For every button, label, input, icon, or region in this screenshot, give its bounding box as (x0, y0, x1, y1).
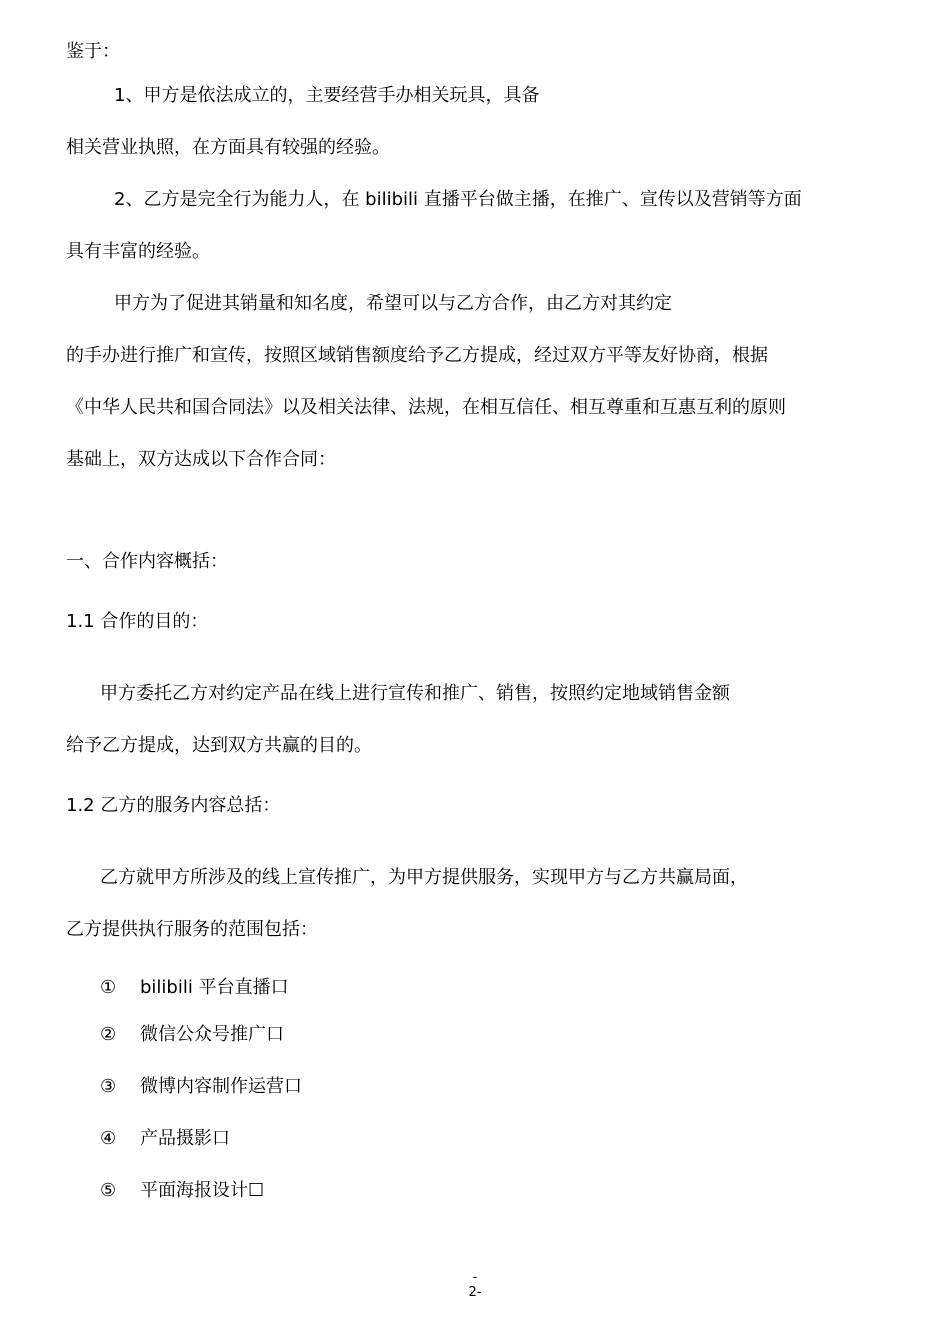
list-number: ② (100, 1024, 117, 1045)
intro-line-4: 基础上，双方达成以下合作合同： (66, 449, 336, 470)
clause-1-line-2: 相关营业执照，在方面具有较强的经验。 (66, 137, 390, 158)
intro-line-2: 的手办进行推广和宣传，按照区域销售额度给予乙方提成，经过双方平等友好协商，根据 (66, 345, 768, 366)
list-number: ⑤ (100, 1180, 117, 1201)
list-item (100, 1075, 302, 1099)
section-1-title: 一、合作内容概括： (66, 551, 228, 572)
list-number: ③ (100, 1076, 117, 1097)
intro-line-1: 甲方为了促进其销量和知名度，希望可以与乙方合作，由乙方对其约定 (114, 293, 672, 314)
section-1-2-title: 1.2 乙方的服务内容总括： (66, 795, 281, 816)
clause-2-line-1: 2、乙方是完全行为能力人，在 bilibili 直播平台做主播，在推广、宣传以及营销等方面 (114, 189, 802, 210)
list-text: 产品摄影口 (140, 1128, 230, 1149)
list-text: 平面海报设计☐ (140, 1180, 265, 1201)
section-1-2-line-1: 乙方就甲方所涉及的线上宣传推广，为甲方提供服务，实现甲方与乙方共赢局面， (100, 867, 748, 888)
list-number: ① (100, 977, 117, 998)
section-1-1-title: 1.1 合作的目的： (66, 611, 209, 632)
section-1-1-line-2: 给予乙方提成，达到双方共赢的目的。 (66, 735, 372, 756)
list-text: bilibili 平台直播口 (140, 977, 289, 998)
intro-line-3: 《中华人民共和国合同法》以及相关法律、法规，在相互信任、相互尊重和互惠互利的原则 (66, 397, 786, 418)
clause-2-line-2: 具有丰富的经验。 (66, 241, 210, 262)
list-number: ④ (100, 1128, 117, 1149)
list-text: 微博内容制作运营口 (140, 1076, 302, 1097)
list-item (100, 1023, 284, 1047)
section-1-1-line-1: 甲方委托乙方对约定产品在线上进行宣传和推广、销售，按照约定地域销售金额 (100, 683, 730, 704)
page-footer-dash: - (472, 1270, 478, 1285)
whereas-heading: 鉴于： (66, 41, 120, 62)
page-number: 2- (468, 1285, 482, 1300)
clause-1-line-1: 1、甲方是依法成立的，主要经营手办相关玩具，具备 (114, 85, 540, 106)
list-item (100, 976, 289, 1000)
section-1-2-line-2: 乙方提供执行服务的范围包括： (66, 919, 318, 940)
list-item (100, 1127, 230, 1151)
list-text: 微信公众号推广口 (140, 1024, 284, 1045)
list-item (100, 1179, 264, 1203)
